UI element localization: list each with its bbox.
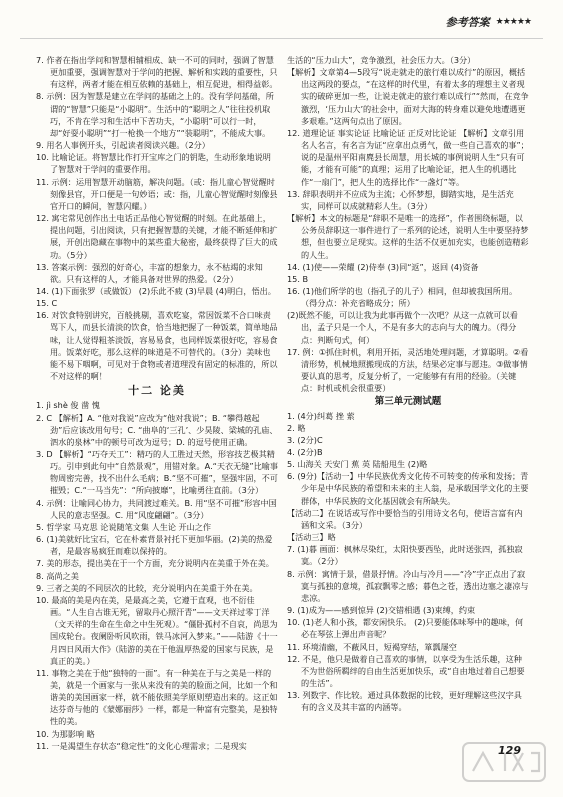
- answer-item: 14. (1)下面张罗（或做饭） (2)乐此不疲 (3)早晨 (4)明白，悟出。: [36, 285, 276, 296]
- answer-item: 16. (1)他们所学的也（指孔子的儿子）相同，但却被我国所用。（得分点：补充省略成分；所）: [287, 285, 518, 309]
- answer-item: 10. (1)老人和小孩，都安闲快乐。 (2)只要能体味琴中的趣味，何必在琴弦上弹出声音呢？: [287, 617, 524, 640]
- answer-item: 9. 三者之美的不同层次的比较，充分说明内在美重于外在美。: [36, 582, 258, 593]
- answer-item: 11. 一是渴望生存状态“稳定性”的文化心理需求；二是现实: [36, 740, 247, 751]
- answer-item: 2. C 【解析】A. “他对我说”应改为“他对我说”；B. “攀得越起劲”后应该改用句号；C. “曲阜的‘三孔’、少昊陵、梁城的孔庙、泗水的泉林”中的顿号可改为逗号；D. 的逗号使用正确。: [36, 412, 278, 447]
- answer-item: 13. 列数字、作比较。通过具体数据的比较，更好理解这些汉字具有的含义及其丰富的内涵等。: [287, 690, 522, 713]
- answer-item: 6. (9分)【活动一】中华民族优秀文化传不可转变的传承和发扬；青少年是中华民族的希望和未来的主人翁，是承载国学文化的主要群体，中华民族的文化基因就会有所缺失。: [287, 471, 529, 506]
- star-decoration-icon: ★★★★★: [495, 16, 531, 27]
- answer-item: 13. 答案示例：强烈的好奇心，丰富的想象力，永不枯竭的求知欲。只有这样的人，才能具备对世界的热爱。（2分）: [36, 261, 263, 284]
- page-number: 129: [498, 744, 521, 757]
- answer-item: 6. (1)美就好比宝石，它在朴素背景衬托下更加华丽。(2)美的热爱者，是最容易疯狂而难以保持的。: [36, 534, 273, 557]
- left-column: [36, 54, 278, 752]
- answer-item: 5. 哲学家 马克思 论说随笔文集 人生论 开山之作: [36, 521, 212, 532]
- answer-item: 7. 作者在指出学问和智慧相辅相成、缺一不可的同时，强调了智慧更加重要，强调智慧对于学问的把握、解析和实践的重要性，只有这样，两者才能在相互依赖的基础上，相互促进，相得益彰。: [36, 55, 278, 90]
- answer-item: 12. 寓宅常见创作出土电话正品他心智觉醒的时刻。在此基础上，提出问题，引出阅读，只有把握智慧的关键，才能不断延伸和扩展，开创出隐藏在事物中的某些重大秘密，最终获得了巨大的成功。（5分）: [36, 213, 278, 260]
- answer-item: 12. 不是，他只是做着自己喜欢的事情，以享受为生活乐趣，这种不为世俗所羁绊的自由生活更加快乐，或“自由地过着自己想要的生活”。: [287, 653, 525, 688]
- answer-item: 4. (2分)B: [287, 447, 323, 457]
- answer-item: 8. 高尚之美: [36, 570, 79, 581]
- answer-item: 3. (2分)C: [287, 434, 323, 445]
- answer-item: 【活动三】略: [287, 532, 336, 543]
- section-title: 十二 论美: [128, 384, 186, 398]
- answer-item: 16. 对饮食特别讲究，百般挑剔，喜欢吃宴，常因饭菜不合口味责骂下人，而县长清淡的饮食，恰当地把握了一种饭菜，简单地品味，让人觉得粗茶淡饭，容易易食，也同样饭菜很好吃，容易食用。饭菜好吃，那么这样的味道是不可替代的。（3分）美味也能不易下咽啊，可见对于食物或者道理没有固定的标准的，所以不对这样的啊！: [36, 310, 278, 382]
- answer-item: 1. jì shè 俊 凿 愧: [36, 400, 100, 411]
- answer-item: 8. 示例：寓情于景，借景抒情。冷山与冷月——“冷”字正点出了寂寞与孤独的意境，孤寂飘零之感；暮色之苍，透出边塞之凄凉与悲凉。: [287, 568, 529, 603]
- header-divider: [20, 38, 543, 39]
- answer-item: 【解析】本文的标题是“辞职不是唯一的选择”，作者围绕标题，以公务员辞职这一事件进行了一系列的论述，说明人生中要坚持梦想，但也要立足现实。这样的生活不仅更加充实，也能创造精彩的人生。: [287, 213, 529, 260]
- answer-item: 【活动二】在说话或写作中要恰当的引用诗文名句，使语言富有内涵和文采。（3分）: [287, 507, 523, 530]
- answer-item: 14. (1)使——荣耀 (2)侍奉 (3)同“返”，返回 (4)资备: [287, 261, 479, 272]
- answer-item: 13. 辞职表明并不应成为主流；心怀梦想，脚踏实地，是生活充实，同样可以成就精彩人生。（3分）: [287, 188, 514, 211]
- answer-item: 10. 比喻论证。将智慧比作打开宝库之门的钥匙，生动形象地说明了智慧对于学问的重要作用。: [36, 152, 271, 175]
- answer-item: 2. 略: [287, 422, 306, 433]
- watermark-icon: [461, 741, 547, 783]
- answer-item: 【解析】文章第4—5段写“说走就走的旅行难以成行”的原因，概括出这两段的要点，“在这样的时代里，有着太多的理想主义者现实的破碎更加一些，让说走就走的旅行难以成行”“然而，在竞争激烈，‘压力山大’的社会中，面对大海的转身难以避免地遭遇更多艰难。”这两句点出了原因。: [287, 67, 529, 126]
- answer-item: 9. 用名人事例开头，引起读者阅读兴趣。（2分）: [36, 140, 210, 151]
- answer-item: 7. (1)暮 画面：枫林尽染红，太阳快要西坠，此时送张四，孤独寂寞。（2分）: [287, 544, 523, 567]
- answer-item: 10. 为那影响 略: [36, 728, 95, 739]
- answer-item: 4. 示例：让喻同心协力，共同渡过难关。B. 用“坚不可摧”形容中国人民的意志坚强。C. 用“风度翩翩”。（3分）: [36, 497, 277, 520]
- answer-item: (2)既然不能，可以让我为此事再做个一次吧？从这一点就可以看出，孟子只是一个人，不是有多大的志向与大的魄力。（得分点：判断句式，何）: [287, 310, 518, 345]
- answer-item: 5. 山海关 天安门 蕉 英 陆船甩生 (2)略: [287, 459, 428, 470]
- right-column: [287, 54, 529, 713]
- unit-test-title: 第三单元测试题: [374, 396, 442, 408]
- answer-item: 15. C: [36, 298, 58, 309]
- answer-item: 10. 最高的美是内在美，是最高之美，它遵于直观，也不衍佳画。“人生自古谁无死，留取丹心照汗青”——文天祥过零丁洋（文天祥的生命在生命之中生死观）。“僵卧孤村不自哀，尚思为国戍轮台。夜阑卧听风吹雨，铁马冰河入梦来。”——陆游《十一月四日风雨大作》（陆游的美在于他温厚热爱的国家与民族，是真正的美。）: [36, 594, 278, 666]
- answer-item: 8. 示例：因为智慧是建立在学问的基础之上的。没有学问基础，所谓的“智慧”只能是“小聪明”。生活中的“聪明之人”往往投机取巧，不肯在学习和生活中下苦功夫，“小聪明”可以行一时，却“好耍小聪明”“打一枪换一个地方”“装聪明”，不能成大事。: [36, 91, 274, 138]
- answer-item: 3. D 【解析】“巧夺天工”：精巧的人工胜过天然，形容技艺极其精巧。引申到此句中“自然景观”，用错对象。A.“天衣无缝”比喻事物周密完善，找不出什么毛病；B.“坚不可摧”，坚强牢固，不可摧毁；C.“一马当先”：“所向披靡”，比喻勇往直前。（3分）: [36, 449, 278, 496]
- answer-item: 17. 例：①抓住时机，利用开拓，灵活地处理问题，才算聪明。②看清形势，机械地照搬现成的方法，结果必定事与愿违。③做事情要认真的思考，反复分析了，一定能够有有用的经验。（关键点：时机或机会很重要）: [287, 346, 529, 394]
- answer-item: 生活的“压力山大”，竞争激烈，社会压力大。（3分）: [287, 55, 476, 65]
- answer-item: 12. 道理论证 事实论证 比喻论证 正反对比论证 【解析】文章引用名人名言，有名言为证“应拿出点勇气，做一些自己喜欢的事”；说的是温州平阳南麂县长周慧，用长城的事例说明人生“只有可能，才能有可能”的真理；运用了比喻论证，把人生的机遇比作“一扇门”，把人生的选择比作“一盏灯”等。: [287, 127, 529, 187]
- answer-item: 9. (1)成为——感到惊异 (2)交错相遇 (3)束缚，约束: [287, 605, 476, 616]
- answer-item: 11. 事物之美在于他“独特的一面”。有一种美在于与之美是一样的美，就是一个画家与一张从来没有的美的脸面之间，比如一个和谐美的美国画家一样，就不能依照美学原则塑造出来的。这正如达芬奇与他的《蒙娜丽莎》一样，都是一种富有完整美，是独特性的美。: [36, 667, 278, 727]
- answer-item: 11. 环境清幽，不蔽风日，短褐穿结，箪瓢屡空: [287, 641, 457, 652]
- header-title: 参考答案: [445, 16, 490, 29]
- answer-item: 11. 示例：运用智慧开动脑筋，解决问题。（或：指儿童心智觉醒时刻像县官，开口便是一句妙语；或：指，儿童心智觉醒时刻像县官开口的瞬间，智慧闪耀。）: [36, 176, 278, 211]
- answer-item: 1. (4分)纠葛 挫 萦: [287, 410, 355, 421]
- answer-item: 15. B: [287, 273, 309, 284]
- answer-item: 7. 美的形态，提出美在于一个方面，充分说明内在美重于外在美。: [36, 558, 274, 569]
- page-header: [446, 14, 531, 30]
